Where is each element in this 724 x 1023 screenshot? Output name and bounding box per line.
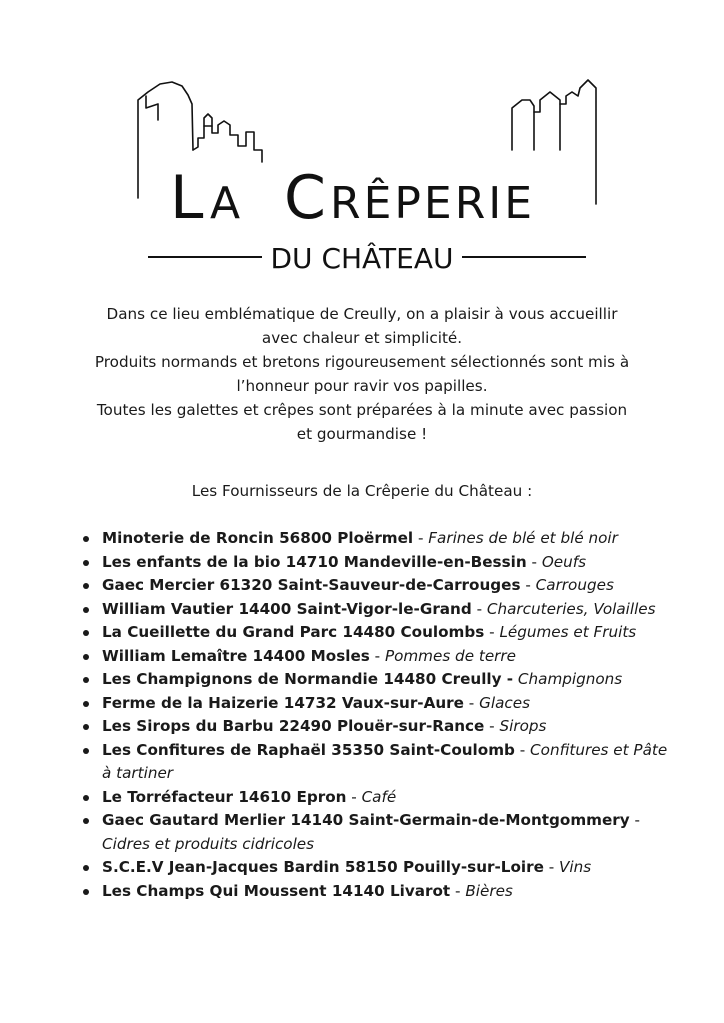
supplier-separator: - <box>413 529 429 547</box>
supplier-name: Le Torréfacteur 14610 Epron <box>102 787 347 806</box>
intro-line: avec chaleur et simplicité. <box>261 329 463 347</box>
supplier-name: S.C.E.V Jean-Jacques Bardin 58150 Pouilly-sur-Loire <box>102 858 544 876</box>
supplier-products: Cidres et produits cidricoles <box>102 834 315 853</box>
intro-line: Dans ce lieu emblématique de Creully, on a plaisir à vous accueillir <box>106 305 618 323</box>
supplier-name: Les Champs Qui Moussent 14140 Livarot <box>102 881 451 900</box>
supplier-products: Glaces <box>479 693 531 712</box>
supplier-item <box>80 692 680 716</box>
supplier-item <box>80 551 680 575</box>
supplier-item <box>80 645 680 669</box>
supplier-item <box>80 809 680 856</box>
supplier-name: La Cueillette du Grand Parc 14480 Coulombs <box>102 623 485 641</box>
supplier-separator: - <box>463 693 480 712</box>
supplier-item <box>80 527 680 551</box>
supplier-products: Sirops <box>499 717 547 735</box>
supplier-separator: - <box>514 740 531 759</box>
intro-line: Produits normands et bretons rigoureusement sélectionnés sont mis à <box>94 353 630 371</box>
supplier-products: Champignons <box>517 670 623 688</box>
intro-line: Toutes les galettes et crêpes sont préparées à la minute avec passion <box>96 401 628 419</box>
logo-letter-L: L <box>170 163 204 233</box>
supplier-name: William Lemaître 14400 Mosles <box>102 646 370 665</box>
logo-letter-C: C <box>284 163 326 233</box>
supplier-separator: - <box>450 881 466 900</box>
supplier-products: Carrouges <box>535 576 614 594</box>
intro-line: l’honneur pour ravir vos papilles. <box>236 377 488 395</box>
supplier-separator: - <box>484 717 500 735</box>
logo-word-reperie: RÊPERIE <box>330 178 536 229</box>
supplier-name: Les Champignons de Normandie 14480 Creully - <box>102 670 514 688</box>
intro-line: et gourmandise ! <box>296 425 428 443</box>
supplier-products: Légumes et Fruits <box>499 623 637 641</box>
supplier-products: Bières <box>465 881 513 900</box>
logo-subtitle: DU CHÂTEAU <box>270 242 454 275</box>
supplier-item <box>80 856 680 880</box>
supplier-separator: - <box>526 552 542 571</box>
intro-text <box>40 302 684 446</box>
supplier-item <box>80 880 680 904</box>
supplier-products: Café <box>361 787 397 806</box>
logo-letter-A: A <box>210 178 241 229</box>
supplier-item <box>80 668 680 692</box>
supplier-separator: - <box>543 858 560 876</box>
supplier-separator: - <box>369 646 385 665</box>
supplier-item <box>80 598 680 622</box>
supplier-name: Les Confitures de Raphaël 35350 Saint-Coulomb <box>102 740 515 759</box>
supplier-name: William Vautier 14400 Saint-Vigor-le-Grand <box>102 599 472 618</box>
supplier-products: Pommes de terre <box>384 646 517 665</box>
supplier-products: Charcuteries, Volailles <box>486 599 656 618</box>
creperie-logo <box>0 0 724 290</box>
supplier-name: Ferme de la Haizerie 14732 Vaux-sur-Aure <box>102 693 464 712</box>
supplier-item <box>80 621 680 645</box>
suppliers-heading: Les Fournisseurs de la Crêperie du Château : <box>191 482 533 500</box>
supplier-separator: - <box>471 599 487 618</box>
supplier-item <box>80 786 680 810</box>
suppliers-list <box>80 527 680 903</box>
supplier-name: Les enfants de la bio 14710 Mandeville-en-Bessin <box>102 552 527 571</box>
supplier-item <box>80 715 680 739</box>
supplier-name: Les Sirops du Barbu 22490 Plouër-sur-Rance <box>102 717 485 735</box>
supplier-separator: - <box>346 787 362 806</box>
supplier-item <box>80 739 680 786</box>
supplier-name: Minoterie de Roncin 56800 Ploërmel <box>102 529 414 547</box>
supplier-products: Vins <box>559 858 592 876</box>
supplier-separator: - <box>484 623 500 641</box>
supplier-products: Confitures et Pâte à tartiner <box>102 740 668 782</box>
supplier-item <box>80 574 680 598</box>
supplier-name: Gaec Mercier 61320 Saint-Sauveur-de-Carrouges <box>102 576 521 594</box>
supplier-products: Farines de blé et blé noir <box>428 529 618 547</box>
supplier-separator: - <box>520 576 536 594</box>
supplier-separator: - <box>629 811 640 829</box>
supplier-products: Oeufs <box>541 552 586 571</box>
supplier-name: Gaec Gautard Merlier 14140 Saint-Germain-de-Montgommery <box>102 811 630 829</box>
